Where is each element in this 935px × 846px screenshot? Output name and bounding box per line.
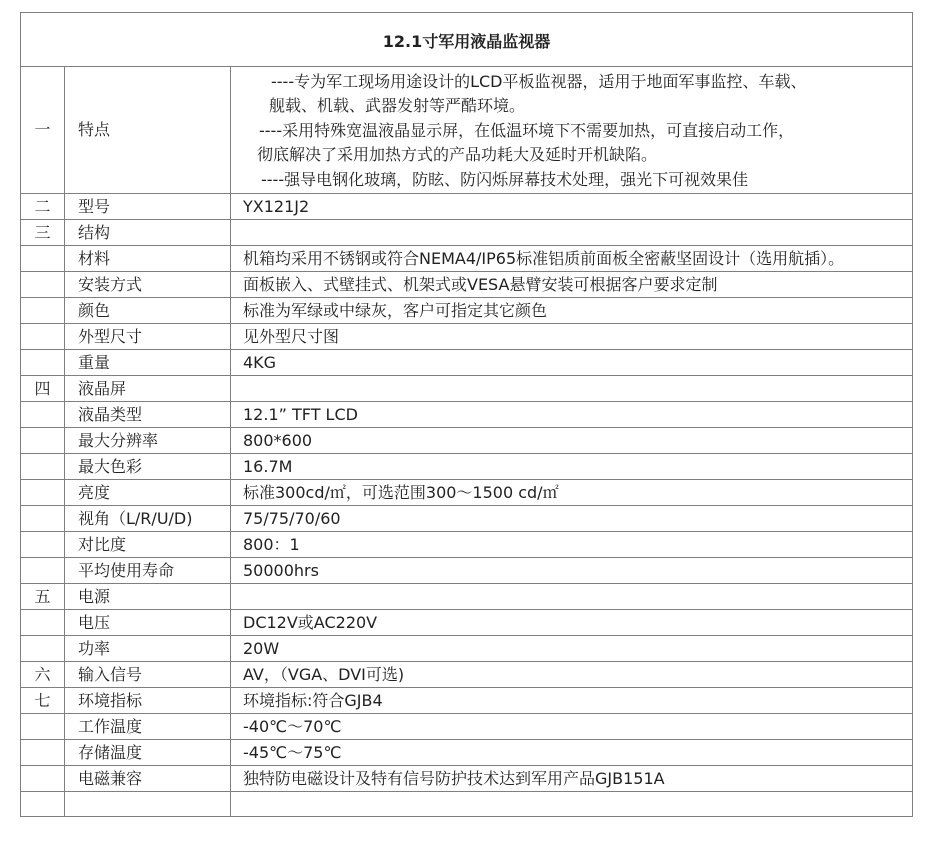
row-number (21, 636, 65, 662)
empty-cell (65, 792, 231, 817)
row-label: 最大分辨率 (65, 428, 231, 454)
row-number (21, 558, 65, 584)
row-number (21, 532, 65, 558)
feature-line: ----强导电钢化玻璃，防眩、防闪烁屏幕技术处理，强光下可视效果佳 (261, 169, 749, 189)
row-label: 特点 (65, 67, 231, 194)
table-title: 12.1寸军用液晶监视器 (21, 13, 913, 67)
row-label: 电压 (65, 610, 231, 636)
row-number (21, 480, 65, 506)
feature-line: ----采用特殊宽温液晶显示屏，在低温环境下不需要加热，可直接启动工作， (259, 120, 795, 140)
row-label: 环境指标 (65, 688, 231, 714)
row-number: 一 (21, 67, 65, 194)
row-value (231, 220, 913, 246)
table-row (21, 558, 913, 584)
table-row (21, 610, 913, 636)
row-label: 对比度 (65, 532, 231, 558)
row-label: 电源 (65, 584, 231, 610)
row-number (21, 324, 65, 350)
row-number (21, 740, 65, 766)
row-value: 环境指标:符合GJB4 (231, 688, 913, 714)
row-value (231, 584, 913, 610)
spec-table (20, 12, 913, 817)
row-number: 五 (21, 584, 65, 610)
table-row (21, 454, 913, 480)
table-row (21, 714, 913, 740)
row-label: 视角（L/R/U/D) (65, 506, 231, 532)
row-number (21, 246, 65, 272)
table-row (21, 194, 913, 220)
row-label: 功率 (65, 636, 231, 662)
row-label: 亮度 (65, 480, 231, 506)
row-label: 电磁兼容 (65, 766, 231, 792)
row-label: 输入信号 (65, 662, 231, 688)
row-number (21, 766, 65, 792)
row-label: 液晶类型 (65, 402, 231, 428)
row-number (21, 506, 65, 532)
row-label: 颜色 (65, 298, 231, 324)
row-value: 标准300cd/㎡，可选范围300～1500 cd/㎡ (231, 480, 913, 506)
table-row (21, 376, 913, 402)
row-value: 800*600 (231, 428, 913, 454)
row-value: 12.1” TFT LCD (231, 402, 913, 428)
table-row (21, 688, 913, 714)
row-value: 4KG (231, 350, 913, 376)
row-value: 50000hrs (231, 558, 913, 584)
row-number: 六 (21, 662, 65, 688)
row-value: 见外型尺寸图 (231, 324, 913, 350)
table-row (21, 272, 913, 298)
row-label: 安装方式 (65, 272, 231, 298)
row-value: 20W (231, 636, 913, 662)
row-label: 工作温度 (65, 714, 231, 740)
table-row (21, 402, 913, 428)
row-label: 平均使用寿命 (65, 558, 231, 584)
row-value: DC12V或AC220V (231, 610, 913, 636)
row-value: YX121J2 (231, 194, 913, 220)
empty-cell (21, 792, 65, 817)
row-label: 外型尺寸 (65, 324, 231, 350)
table-row (21, 350, 913, 376)
table-row (21, 740, 913, 766)
row-label: 材料 (65, 246, 231, 272)
feature-line: 舰载、机载、武器发射等严酷环境。 (269, 96, 526, 116)
row-number (21, 610, 65, 636)
table-row (21, 532, 913, 558)
table-row (21, 584, 913, 610)
row-value: 标准为军绿或中绿灰，客户可指定其它颜色 (231, 298, 913, 324)
row-value: 机箱均采用不锈钢或符合NEMA4/IP65标准铝质前面板全密蔽坚固设计（选用航插）。 (231, 246, 913, 272)
row-number: 七 (21, 688, 65, 714)
row-number: 三 (21, 220, 65, 246)
row-value: -45℃～75℃ (231, 740, 913, 766)
row-label: 结构 (65, 220, 231, 246)
features-row (21, 67, 913, 194)
table-row (21, 246, 913, 272)
row-value: 独特防电磁设计及特有信号防护技术达到军用产品GJB151A (231, 766, 913, 792)
table-row (21, 220, 913, 246)
table-row (21, 636, 913, 662)
empty-cell (231, 792, 913, 817)
feature-line: 彻底解决了采用加热方式的产品功耗大及延时开机缺陷。 (257, 145, 658, 165)
table-row (21, 298, 913, 324)
row-number (21, 298, 65, 324)
row-value: 75/75/70/60 (231, 506, 913, 532)
row-number (21, 350, 65, 376)
row-number: 四 (21, 376, 65, 402)
row-label: 液晶屏 (65, 376, 231, 402)
table-row (21, 506, 913, 532)
row-label: 型号 (65, 194, 231, 220)
row-label: 最大色彩 (65, 454, 231, 480)
row-value: -40℃～70℃ (231, 714, 913, 740)
feature-line: ----专为军工现场用途设计的LCD平板监视器，适用于地面军事监控、车载、 (271, 71, 807, 91)
row-label: 存储温度 (65, 740, 231, 766)
features-text (231, 67, 913, 194)
row-value (231, 376, 913, 402)
table-row (21, 324, 913, 350)
row-number (21, 714, 65, 740)
row-label: 重量 (65, 350, 231, 376)
row-number (21, 402, 65, 428)
row-value: AV，（VGA、DVI可选) (231, 662, 913, 688)
empty-row (21, 792, 913, 817)
row-value: 800：1 (231, 532, 913, 558)
row-number: 二 (21, 194, 65, 220)
row-number (21, 428, 65, 454)
row-number (21, 454, 65, 480)
table-row (21, 662, 913, 688)
table-row (21, 428, 913, 454)
table-row (21, 766, 913, 792)
table-row (21, 480, 913, 506)
row-value: 16.7M (231, 454, 913, 480)
row-number (21, 272, 65, 298)
row-value: 面板嵌入、式壁挂式、机架式或VESA悬臂安装可根据客户要求定制 (231, 272, 913, 298)
title-row (21, 13, 913, 67)
